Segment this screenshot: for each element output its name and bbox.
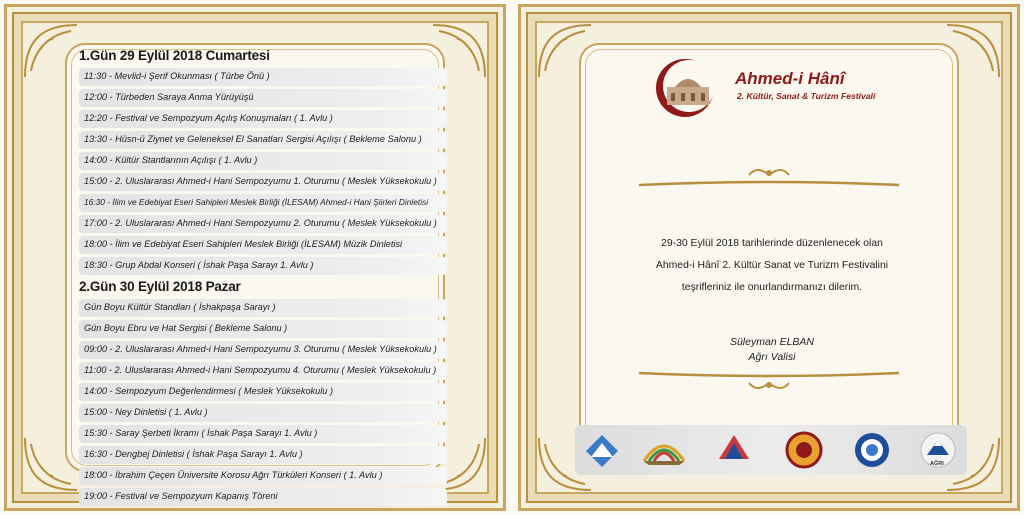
culture-ministry-seal-icon [853,431,891,469]
schedule-panel [4,4,506,511]
schedule-item: 11:00 - 2. Uluslararası Ahmed-i Hani Sempozyumu 4. Oturumu ( Meslek Yüksekokulu ) [79,362,447,380]
schedule-item: 14:00 - Sempozyum Değerlendirmesi ( Meslek Yüksekokulu ) [79,383,447,401]
schedule-item: 15:30 - Saray Şerbeti İkramı ( İshak Paşa Sarayı 1. Avlu ) [79,425,447,443]
municipality-logo-icon [639,431,689,469]
schedule-item: 14:00 - Kültür Stantlarının Açılışı ( 1. Avlu ) [79,152,447,170]
agri-logo [919,431,957,469]
day1-title: 1.Gün 29 Eylül 2018 Cumartesi [79,48,270,63]
festival-logo [651,57,891,119]
corner-ornament-icon [21,21,81,81]
festival-subtitle: 2. Kültür, Sanat & Turizm Festivali [737,91,876,101]
schedule-item: Gün Boyu Kültür Standları ( İshakpaşa Sarayı ) [79,299,447,317]
day2-title: 2.Gün 30 Eylül 2018 Pazar [79,279,241,294]
schedule-item: 15:00 - 2. Uluslararası Ahmed-i Hani Sempozyumu 1. Oturumu ( Meslek Yüksekokulu ) [79,173,447,191]
schedule-item: 18:00 - İbrahim Çeçen Üniversite Korosu Ağrı Türküleri Konseri ( 1. Avlu ) [79,467,447,485]
signatory-name: Süleyman ELBAN [729,336,815,348]
schedule-item: 16:30 - Dengbej Dinletisi ( İshak Paşa Sarayı 1. Avlu ) [79,446,447,464]
divider-ornament-icon [629,161,909,191]
schedule-item: Gün Boyu Ebru ve Hat Sergisi ( Bekleme Salonu ) [79,320,447,338]
schedule-item: 17:00 - 2. Uluslararası Ahmed-i Hani Sempozyumu 2. Oturumu ( Meslek Yüksekokulu ) [79,215,447,233]
schedule-item: 12:20 - Festival ve Sempozyum Açılış Konuşmaları ( 1. Avlu ) [79,110,447,128]
festival-title: Ahmed-i Hânî [735,69,845,88]
university-logo-icon [715,431,753,469]
invitation-line: teşrifleriniz ile onurlandırmanızı dilerim. [681,282,863,293]
schedule-item: 18:00 - İlim ve Edebiyat Eseri Sahipleri Meslek Birliği (İLESAM) Müzik Dinletisi [79,236,447,254]
sponsor-logos [575,425,967,475]
schedule-item: 18:30 - Grup Abdal Konseri ( İshak Paşa Sarayı 1. Avlu ) [79,257,447,275]
schedule-item: 11:30 - Mevlid-i Şerif Okunması ( Türbe Önü ) [79,68,447,86]
schedule-item: 09:00 - 2. Uluslararası Ahmed-i Hani Sempozyumu 3. Oturumu ( Meslek Yüksekokulu ) [79,341,447,359]
divider-ornament-icon [629,365,909,395]
corner-ornament-icon [21,434,81,494]
invitation-text [631,233,913,299]
schedule-item: 19:00 - Festival ve Sempozyum Kapanış Töreni [79,488,447,506]
invitation-line: 29-30 Eylül 2018 tarihlerinde düzenlenecek olan [661,238,883,249]
corner-ornament-icon [535,21,595,81]
district-seal-icon [785,431,823,469]
mountain-logo-icon [583,431,621,469]
schedule-list [79,47,447,509]
schedule-item: 16:30 - İlim ve Edebiyat Eseri Sahipleri Meslek Birliği (İLESAM) Ahmed-i Hani Şiirleri Dinletisi [79,194,447,212]
schedule-item: 13:30 - Hüsn-ü Ziynet ve Geleneksel El Sanatları Sergisi Açılışı ( Bekleme Salonu ) [79,131,447,149]
palace-emblem-icon [651,57,721,119]
schedule-item: 12:00 - Türbeden Saraya Anma Yürüyüşü [79,89,447,107]
agri-label: AĞRI [930,461,944,467]
invitation-line: Ahmed-i Hânî 2. Kültür Sanat ve Turizm Festivalini [655,260,889,271]
signatory-role: Ağrı Valisi [748,351,796,363]
invitation-panel [518,4,1020,511]
schedule-item: 15:00 - Ney Dinletisi ( 1. Avlu ) [79,404,447,422]
signature-block [631,335,913,365]
corner-ornament-icon [943,21,1003,81]
